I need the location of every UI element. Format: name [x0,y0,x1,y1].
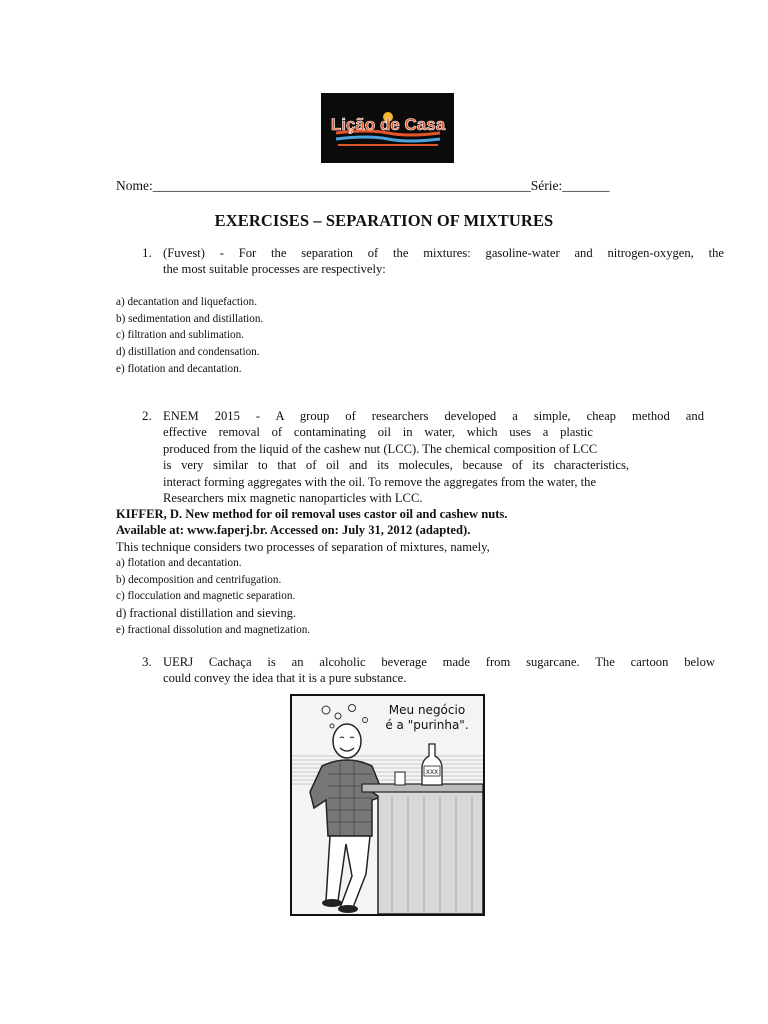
question-2-reference [116,506,507,555]
question-2-line: is very similar to that of oil and its molecules, because of its characteristics, [163,458,629,473]
logo-graphic [328,103,448,153]
header-fields [116,178,610,194]
logo-text: Lição de Casa [330,115,445,134]
name-blank[interactable]: ________________________________________________________ [152,178,531,193]
option-b[interactable]: b) decomposition and centrifugation. [116,573,282,586]
question-2-line: produced from the liquid of the cashew nut (LCC). The chemical composition of LCC [163,441,598,456]
question-1-text [163,245,724,278]
name-label: Nome: [116,178,153,193]
question-2-number: 2. [142,408,152,423]
question-3-line: UERJ Cachaça is an alcoholic beverage made from sugarcane. The cartoon below [163,655,715,669]
page-title: EXERCISES – SEPARATION OF MIXTURES [214,211,554,230]
bottle-label: XXX [425,769,439,776]
option-a[interactable]: a) flotation and decantation. [116,557,242,569]
serie-label: Série: [530,178,563,193]
question-2-line: effective removal of contaminating oil in water, which uses a plastic [163,425,593,440]
question-2-line: Researchers mix magnetic nanoparticles with LCC. [163,491,423,506]
option-e[interactable]: e) flotation and decantation. [116,362,242,375]
question-2-line: interact forming aggregates with the oil. To remove the aggregates from the water, the [163,474,597,489]
option-c[interactable]: c) flocculation and magnetic separation. [116,590,296,603]
question-2-line: ENEM 2015 - A group of researchers developed a simple, cheap method and [163,409,704,423]
option-c[interactable]: c) filtration and sublimation. [116,329,245,342]
speech-line-2: é a "purinha". [385,718,469,732]
question-2-prompt: This technique considers two processes of separation of mixtures, namely, [116,539,490,554]
option-a[interactable]: a) decantation and liquefaction. [116,296,258,308]
question-1-number: 1. [142,245,152,260]
question-1-line: the most suitable processes are respectively: [163,262,386,277]
serie-blank[interactable]: _______ [562,178,610,193]
site-logo [321,93,454,163]
question-2-options [116,555,310,639]
question-1-options [116,294,263,378]
question-3-line: could convey the idea that it is a pure substance. [163,671,407,686]
speech-line-1: Meu negócio [388,703,466,717]
option-d[interactable]: d) fractional distillation and sieving. [116,606,296,621]
question-3-number: 3. [142,654,152,669]
question-1-line: (Fuvest) - For the separation of the mixtures: gasoline-water and nitrogen-oxygen, the [163,246,724,260]
option-e[interactable]: e) fractional dissolution and magnetization. [116,623,311,636]
reference-citation: KIFFER, D. New method for oil removal uses castor oil and cashew nuts. [116,507,508,521]
cartoon-image [290,694,485,916]
reference-source: Available at: www.faperj.br. Accessed on: July 31, 2012 (adapted). [116,523,471,538]
option-d[interactable]: d) distillation and condensation. [116,346,260,359]
question-2-text [163,408,704,506]
option-b[interactable]: b) sedimentation and distillation. [116,312,264,325]
cartoon-drawing [292,696,483,914]
question-3-text [163,654,715,687]
